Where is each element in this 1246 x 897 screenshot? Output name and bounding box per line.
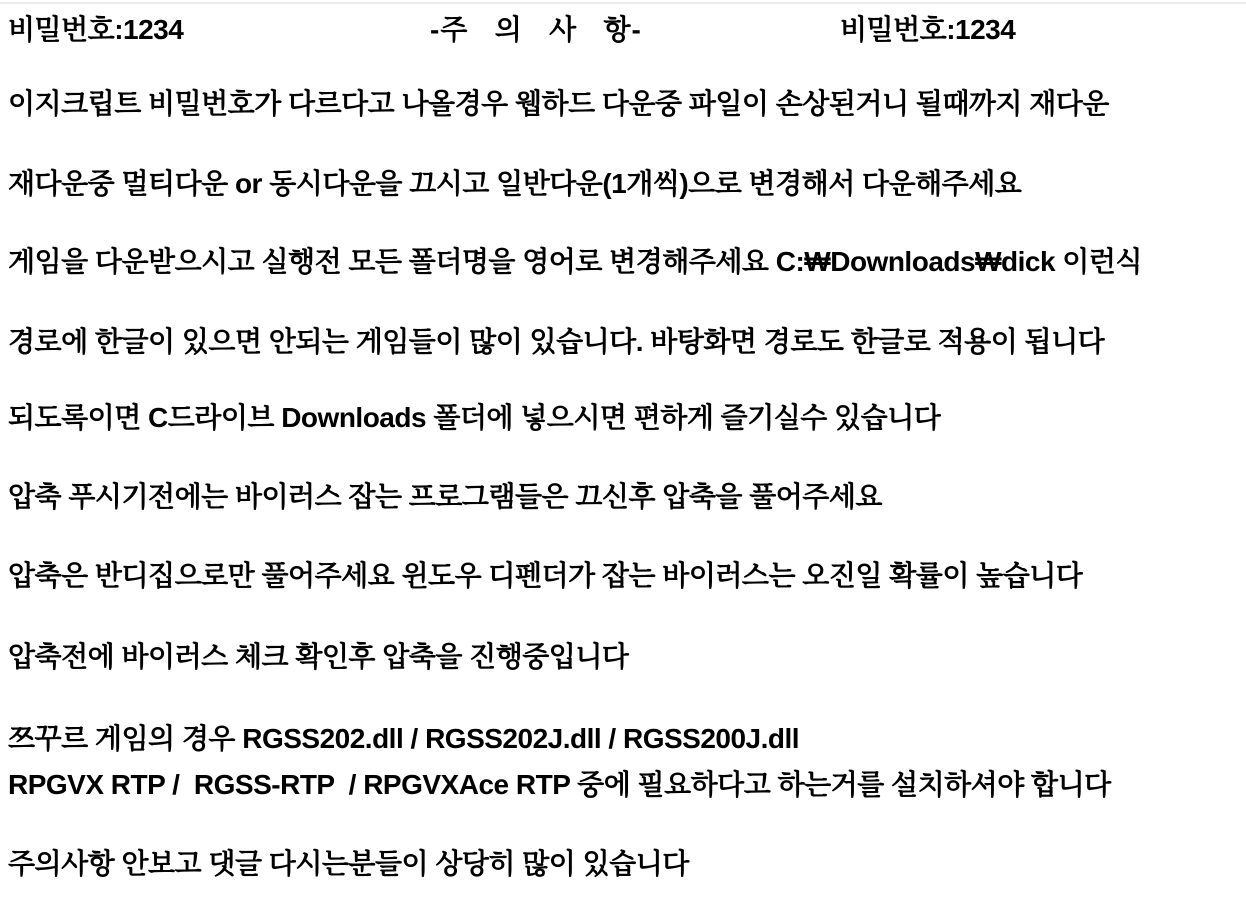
- password-right: 비밀번호:1234: [840, 14, 1016, 45]
- notice-line-easycrypt-redownload: 이지크립트 비밀번호가 다르다고 나올경우 웹하드 다운중 파일이 손상된거니 될때까지 재다운: [8, 88, 1109, 119]
- notice-line-rgss-dll: 쯔꾸르 게임의 경우 RGSS202.dll / RGSS202J.dll / RGSS200J.dll: [8, 723, 800, 754]
- password-left: 비밀번호:1234: [8, 14, 184, 45]
- notice-line-downloads-folder: 되도록이면 C드라이브 Downloads 폴더에 넣으시면 편하게 즐기실수 있습니다: [8, 402, 941, 433]
- notice-line-rtp-install: RPGVX RTP / RGSS-RTP / RPGVXAce RTP 중에 필요하다고 하는거를 설치하셔야 합니다: [8, 769, 1111, 800]
- page-title: -주 의 사 항-: [430, 14, 642, 45]
- notice-line-antivirus-off: 압축 푸시기전에는 바이러스 잡는 프로그램들은 끄신후 압축을 풀어주세요: [8, 481, 882, 512]
- notice-line-korean-path-warning: 경로에 한글이 있으면 안되는 게임들이 많이 있습니다. 바탕화면 경로도 한글로 적용이 됩니다: [8, 326, 1105, 357]
- notice-line-virus-check: 압축전에 바이러스 체크 확인후 압축을 진행중입니다: [8, 641, 629, 672]
- notice-line-read-warning: 주의사항 안보고 댓글 다시는분들이 상당히 많이 있습니다: [8, 848, 689, 879]
- notice-line-rename-folders: 게임을 다운받으시고 실행전 모든 폴더명을 영어로 변경해주세요 C:₩Downloads₩dick 이런식: [8, 246, 1142, 277]
- notice-line-single-download: 재다운중 멀티다운 or 동시다운을 끄시고 일반다운(1개씩)으로 변경해서 다운해주세요: [8, 168, 1022, 199]
- notice-line-bandizip-defender: 압축은 반디집으로만 풀어주세요 윈도우 디펜더가 잡는 바이러스는 오진일 확률이 높습니다: [8, 560, 1083, 591]
- top-divider: [0, 2, 1246, 4]
